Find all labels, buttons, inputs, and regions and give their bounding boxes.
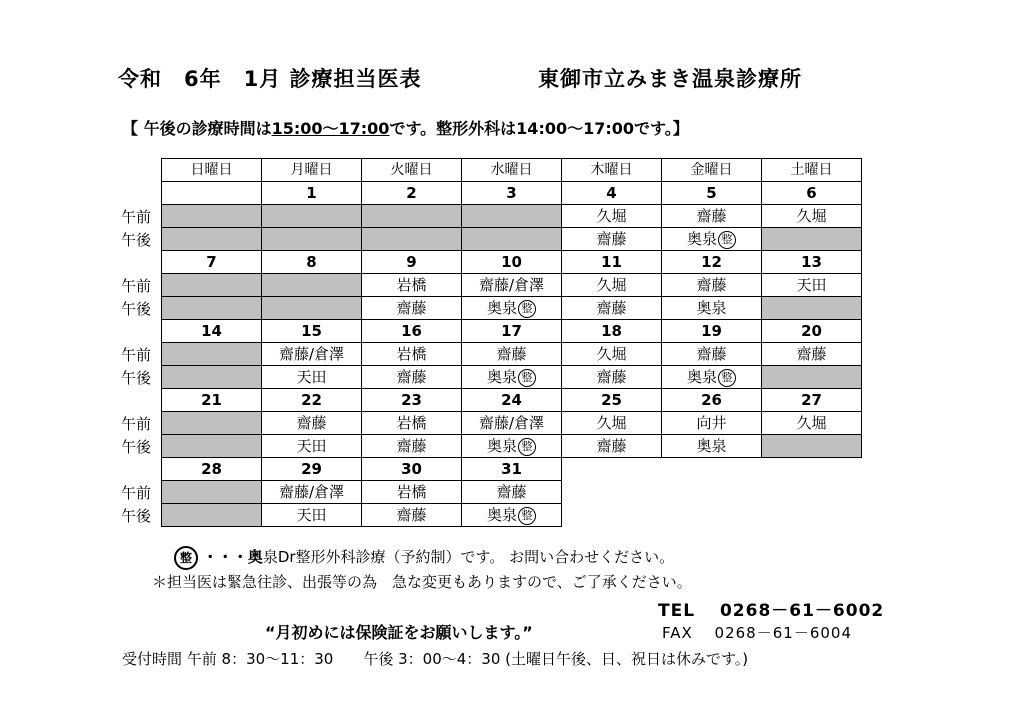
- am-doctor-cell: [662, 343, 762, 366]
- orthopedic-seal-icon: 整: [518, 507, 536, 525]
- pm-doctor-cell: [562, 366, 662, 389]
- doctor-name: 天田: [296, 506, 327, 524]
- note-underlined-hours: 15:00～17:00: [271, 119, 390, 138]
- empty-cell: [762, 481, 862, 504]
- am-doctor-cell: [662, 412, 762, 435]
- am-doctor-cell: [162, 205, 262, 228]
- am-doctor-cell: [362, 274, 462, 297]
- pm-doctor-cell: [462, 435, 562, 458]
- doctor-name: 奥泉: [486, 368, 517, 386]
- week-1-pm-row: [162, 228, 862, 251]
- orthopedic-seal-icon: 整: [518, 300, 536, 318]
- week-4-dates-row: [162, 389, 862, 412]
- insurance-note: “月初めには保険証をお願いします。”: [265, 623, 533, 642]
- doctor-name: 齋藤: [696, 345, 727, 363]
- am-doctor-cell: [662, 274, 762, 297]
- week-2-pm-row: [162, 297, 862, 320]
- date-cell: 2: [362, 182, 462, 205]
- date-cell: 3: [462, 182, 562, 205]
- date-cell: 12: [662, 251, 762, 274]
- am-doctor-cell: [262, 274, 362, 297]
- doctor-name: 齋藤: [596, 299, 627, 317]
- weekday-header: 水曜日: [462, 159, 562, 182]
- morning-label: 午前: [121, 414, 152, 433]
- schedule-table: [161, 158, 862, 527]
- am-doctor-cell: [362, 343, 462, 366]
- empty-cell: [662, 481, 762, 504]
- morning-label: 午前: [121, 276, 152, 295]
- doctor-name: 齋藤: [596, 437, 627, 455]
- page-title: 令和 6年 1月 診療担当医表: [118, 67, 422, 91]
- date-cell: 24: [462, 389, 562, 412]
- pm-doctor-cell: [262, 297, 362, 320]
- week-5-dates-row: [162, 458, 862, 481]
- weekday-header: 金曜日: [662, 159, 762, 182]
- caution-note: ＊担当医は緊急往診、出張等の為 急な変更もありますので、ご了承ください。: [152, 573, 692, 591]
- date-cell: 14: [162, 320, 262, 343]
- pm-doctor-cell: [762, 366, 862, 389]
- doctor-name: 奥泉: [696, 437, 727, 455]
- doctor-name: 奥泉: [686, 230, 717, 248]
- week-3-dates-row: [162, 320, 862, 343]
- doctor-name: 久堀: [596, 207, 627, 225]
- pm-doctor-cell: [362, 366, 462, 389]
- pm-doctor-cell: [662, 435, 762, 458]
- pm-doctor-cell: [262, 504, 362, 527]
- date-cell: 13: [762, 251, 862, 274]
- doctor-name: 天田: [796, 276, 827, 294]
- pm-doctor-cell: [262, 435, 362, 458]
- date-cell: 7: [162, 251, 262, 274]
- note-prefix: 【 午後の診療時間は: [122, 119, 272, 138]
- date-cell: 21: [162, 389, 262, 412]
- am-doctor-cell: [762, 343, 862, 366]
- am-doctor-cell: [162, 274, 262, 297]
- date-cell: [162, 182, 262, 205]
- doctor-name: 久堀: [596, 345, 627, 363]
- am-doctor-cell: [162, 343, 262, 366]
- am-doctor-cell: [762, 274, 862, 297]
- afternoon-label: 午後: [121, 230, 152, 249]
- am-doctor-cell: [362, 481, 462, 504]
- pm-doctor-cell: [662, 366, 762, 389]
- doctor-name: 齋藤: [296, 414, 327, 432]
- pm-doctor-cell: [562, 435, 662, 458]
- am-doctor-cell: [462, 412, 562, 435]
- date-cell: 23: [362, 389, 462, 412]
- pm-doctor-cell: [262, 366, 362, 389]
- afternoon-label: 午後: [121, 299, 152, 318]
- doctor-name: 齋藤/倉澤: [478, 414, 545, 432]
- doctor-name: 天田: [296, 437, 327, 455]
- afternoon-label: 午後: [121, 437, 152, 456]
- am-doctor-cell: [762, 412, 862, 435]
- doctor-name: 岩橋: [396, 483, 427, 501]
- week-5-pm-row: [162, 504, 862, 527]
- doctor-name: 齋藤: [496, 345, 527, 363]
- doctor-name: 久堀: [596, 414, 627, 432]
- afternoon-label: 午後: [121, 368, 152, 387]
- doctor-name: 奥泉: [486, 299, 517, 317]
- week-1-am-row: [162, 205, 862, 228]
- am-doctor-cell: [362, 412, 462, 435]
- date-cell: 22: [262, 389, 362, 412]
- date-cell: 17: [462, 320, 562, 343]
- empty-cell: [762, 458, 862, 481]
- weekday-header: 月曜日: [262, 159, 362, 182]
- doctor-name: 奥泉: [486, 437, 517, 455]
- am-doctor-cell: [462, 205, 562, 228]
- date-cell: 16: [362, 320, 462, 343]
- am-doctor-cell: [562, 205, 662, 228]
- am-doctor-cell: [262, 205, 362, 228]
- pm-doctor-cell: [362, 435, 462, 458]
- am-doctor-cell: [162, 412, 262, 435]
- doctor-name: 岩橋: [396, 345, 427, 363]
- doctor-name: 齋藤: [696, 207, 727, 225]
- doctor-name: 齋藤: [396, 299, 427, 317]
- date-cell: 26: [662, 389, 762, 412]
- legend-name-bold: 奥: [247, 548, 263, 566]
- date-cell: 8: [262, 251, 362, 274]
- doctor-name: 岩橋: [396, 276, 427, 294]
- doctor-name: 奥泉: [686, 368, 717, 386]
- orthopedic-seal-icon: 整: [718, 369, 736, 387]
- pm-doctor-cell: [562, 228, 662, 251]
- pm-doctor-cell: [462, 228, 562, 251]
- date-cell: 9: [362, 251, 462, 274]
- date-cell: 28: [162, 458, 262, 481]
- pm-doctor-cell: [362, 504, 462, 527]
- doctor-name: 向井: [696, 414, 727, 432]
- am-doctor-cell: [762, 205, 862, 228]
- empty-cell: [662, 504, 762, 527]
- am-doctor-cell: [262, 343, 362, 366]
- reception-hours: 受付時間 午前 8：30～11：30 午後 3：00～4：30 (土曜日午後、日、祝日は休みです。): [122, 650, 749, 668]
- doctor-name: 久堀: [596, 276, 627, 294]
- am-doctor-cell: [162, 481, 262, 504]
- empty-cell: [662, 458, 762, 481]
- legend: [174, 546, 674, 570]
- date-cell: 5: [662, 182, 762, 205]
- pm-doctor-cell: [362, 297, 462, 320]
- pm-doctor-cell: [762, 297, 862, 320]
- pm-doctor-cell: [762, 228, 862, 251]
- doctor-name: 奥泉: [696, 299, 727, 317]
- date-cell: 6: [762, 182, 862, 205]
- am-doctor-cell: [562, 412, 662, 435]
- pm-doctor-cell: [162, 297, 262, 320]
- doctor-name: 齋藤: [696, 276, 727, 294]
- pm-doctor-cell: [462, 504, 562, 527]
- date-cell: 31: [462, 458, 562, 481]
- afternoon-hours-note: [122, 116, 689, 139]
- date-cell: 1: [262, 182, 362, 205]
- orthopedic-seal-icon: 整: [518, 369, 536, 387]
- date-cell: 10: [462, 251, 562, 274]
- doctor-name: 齋藤/倉澤: [478, 276, 545, 294]
- week-4-am-row: [162, 412, 862, 435]
- morning-label: 午前: [121, 483, 152, 502]
- week-4-pm-row: [162, 435, 862, 458]
- weekday-header: 日曜日: [162, 159, 262, 182]
- date-cell: 19: [662, 320, 762, 343]
- empty-cell: [562, 504, 662, 527]
- week-1-dates-row: [162, 182, 862, 205]
- doctor-name: 齋藤: [396, 506, 427, 524]
- date-cell: 4: [562, 182, 662, 205]
- pm-doctor-cell: [662, 297, 762, 320]
- pm-doctor-cell: [162, 435, 262, 458]
- pm-doctor-cell: [362, 228, 462, 251]
- week-2-am-row: [162, 274, 862, 297]
- doctor-name: 齋藤: [496, 483, 527, 501]
- doctor-name: 奥泉: [486, 506, 517, 524]
- date-cell: 15: [262, 320, 362, 343]
- doctor-name: 岩橋: [396, 414, 427, 432]
- empty-cell: [562, 458, 662, 481]
- week-3-pm-row: [162, 366, 862, 389]
- doctor-name: 久堀: [796, 207, 827, 225]
- am-doctor-cell: [562, 274, 662, 297]
- am-doctor-cell: [462, 481, 562, 504]
- week-3-am-row: [162, 343, 862, 366]
- doctor-name: 齋藤: [596, 368, 627, 386]
- am-doctor-cell: [362, 205, 462, 228]
- legend-text: 泉Dr整形外科診療（予約制）です。 お問い合わせください。: [262, 548, 675, 566]
- week-2-dates-row: [162, 251, 862, 274]
- orthopedic-seal-icon: 整: [718, 231, 736, 249]
- doctor-name: 齋藤: [596, 230, 627, 248]
- am-doctor-cell: [662, 205, 762, 228]
- tel-number: TEL 0268－61－6002: [658, 601, 885, 621]
- pm-doctor-cell: [162, 366, 262, 389]
- weekday-header-row: [162, 159, 862, 182]
- morning-label: 午前: [121, 207, 152, 226]
- pm-doctor-cell: [462, 366, 562, 389]
- doctor-name: 齋藤: [796, 345, 827, 363]
- pm-doctor-cell: [462, 297, 562, 320]
- doctor-name: 齋藤/倉澤: [278, 483, 345, 501]
- week-5-am-row: [162, 481, 862, 504]
- orthopedic-seal-icon: 整: [518, 438, 536, 456]
- pm-doctor-cell: [262, 228, 362, 251]
- doctor-name: 齋藤: [396, 368, 427, 386]
- doctor-name: 齋藤: [396, 437, 427, 455]
- pm-doctor-cell: [162, 504, 262, 527]
- doctor-name: 齋藤/倉澤: [278, 345, 345, 363]
- am-doctor-cell: [562, 343, 662, 366]
- date-cell: 30: [362, 458, 462, 481]
- orthopedic-seal-icon: 整: [174, 546, 198, 570]
- doctor-name: 久堀: [796, 414, 827, 432]
- clinic-name: 東御市立みまき温泉診療所: [538, 67, 802, 91]
- pm-doctor-cell: [562, 297, 662, 320]
- note-suffix: です。整形外科は14:00～17:00です。】: [389, 119, 689, 138]
- empty-cell: [562, 481, 662, 504]
- weekday-header: 土曜日: [762, 159, 862, 182]
- weekday-header: 木曜日: [562, 159, 662, 182]
- date-cell: 27: [762, 389, 862, 412]
- date-cell: 18: [562, 320, 662, 343]
- pm-doctor-cell: [162, 228, 262, 251]
- am-doctor-cell: [462, 343, 562, 366]
- date-cell: 20: [762, 320, 862, 343]
- am-doctor-cell: [262, 481, 362, 504]
- fax-number: FAX 0268－61－6004: [662, 624, 852, 642]
- afternoon-label: 午後: [121, 506, 152, 525]
- date-cell: 25: [562, 389, 662, 412]
- legend-dots: ・・・: [202, 548, 248, 566]
- am-doctor-cell: [462, 274, 562, 297]
- pm-doctor-cell: [662, 228, 762, 251]
- date-cell: 29: [262, 458, 362, 481]
- date-cell: 11: [562, 251, 662, 274]
- empty-cell: [762, 504, 862, 527]
- am-doctor-cell: [262, 412, 362, 435]
- pm-doctor-cell: [762, 435, 862, 458]
- morning-label: 午前: [121, 345, 152, 364]
- doctor-name: 天田: [296, 368, 327, 386]
- weekday-header: 火曜日: [362, 159, 462, 182]
